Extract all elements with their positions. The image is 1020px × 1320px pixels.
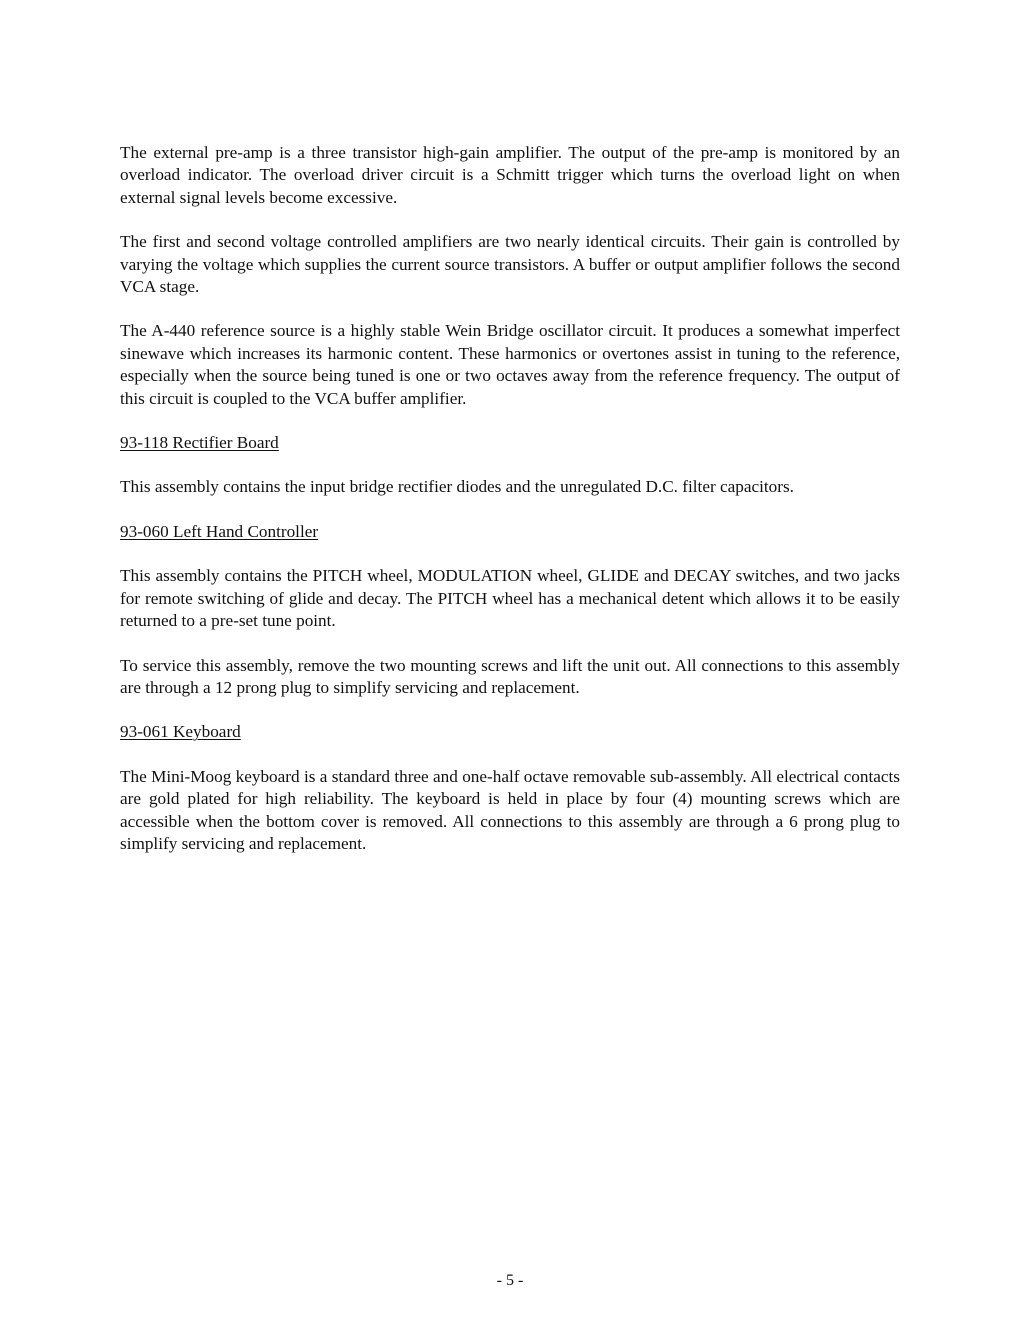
paragraph-a440-reference: The A-440 reference source is a highly stable Wein Bridge oscillator circuit. It produces a somewhat imperfect sinewave which increases its harmonic content. These harmonics or overtones assist in tuning to the reference, especially when the source being tuned is one or two octaves away from the reference frequency. The output of this circuit is coupled to the VCA buffer amplifier. — [120, 321, 900, 408]
heading-keyboard: 93-061 Keyboard — [120, 722, 241, 742]
paragraph-keyboard: The Mini-Moog keyboard is a standard three and one-half octave removable sub-assembly. All electrical contacts are gold plated for high reliability. The keyboard is held in place by four (4) mounting screws which are accessible when the bottom cover is removed. All connections to this assembly are through a 6 prong plug to simplify servicing and replacement. — [120, 766, 900, 853]
document-page — [120, 142, 900, 877]
paragraph-rectifier-board: This assembly contains the input bridge rectifier diodes and the unregulated D.C. filter capacitors. — [120, 477, 794, 497]
heading-rectifier-board: 93-118 Rectifier Board — [120, 433, 279, 453]
page-number: - 5 - — [496, 1272, 524, 1289]
heading-left-hand-controller: 93-060 Left Hand Controller — [120, 521, 319, 541]
paragraph-service-assembly: To service this assembly, remove the two mounting screws and lift the unit out. All connections to this assembly are through a 12 prong plug to simplify servicing and replacement. — [120, 655, 900, 697]
paragraph-left-hand-controller: This assembly contains the PITCH wheel, MODULATION wheel, GLIDE and DECAY switches, and two jacks for remote switching of glide and decay. The PITCH wheel has a mechanical detent which allows it to be easily returned to a pre-set tune point. — [120, 566, 900, 631]
paragraph-external-preamp: The external pre-amp is a three transistor high-gain amplifier. The output of the pre-amp is monitored by an overload indicator. The overload driver circuit is a Schmitt trigger which turns the overload light on when external signal levels become excessive. — [120, 143, 900, 207]
paragraph-vca: The first and second voltage controlled amplifiers are two nearly identical circuits. Their gain is controlled by varying the voltage which supplies the current source transistors. A buffer or output amplifier follows the second VCA stage. — [120, 232, 900, 297]
